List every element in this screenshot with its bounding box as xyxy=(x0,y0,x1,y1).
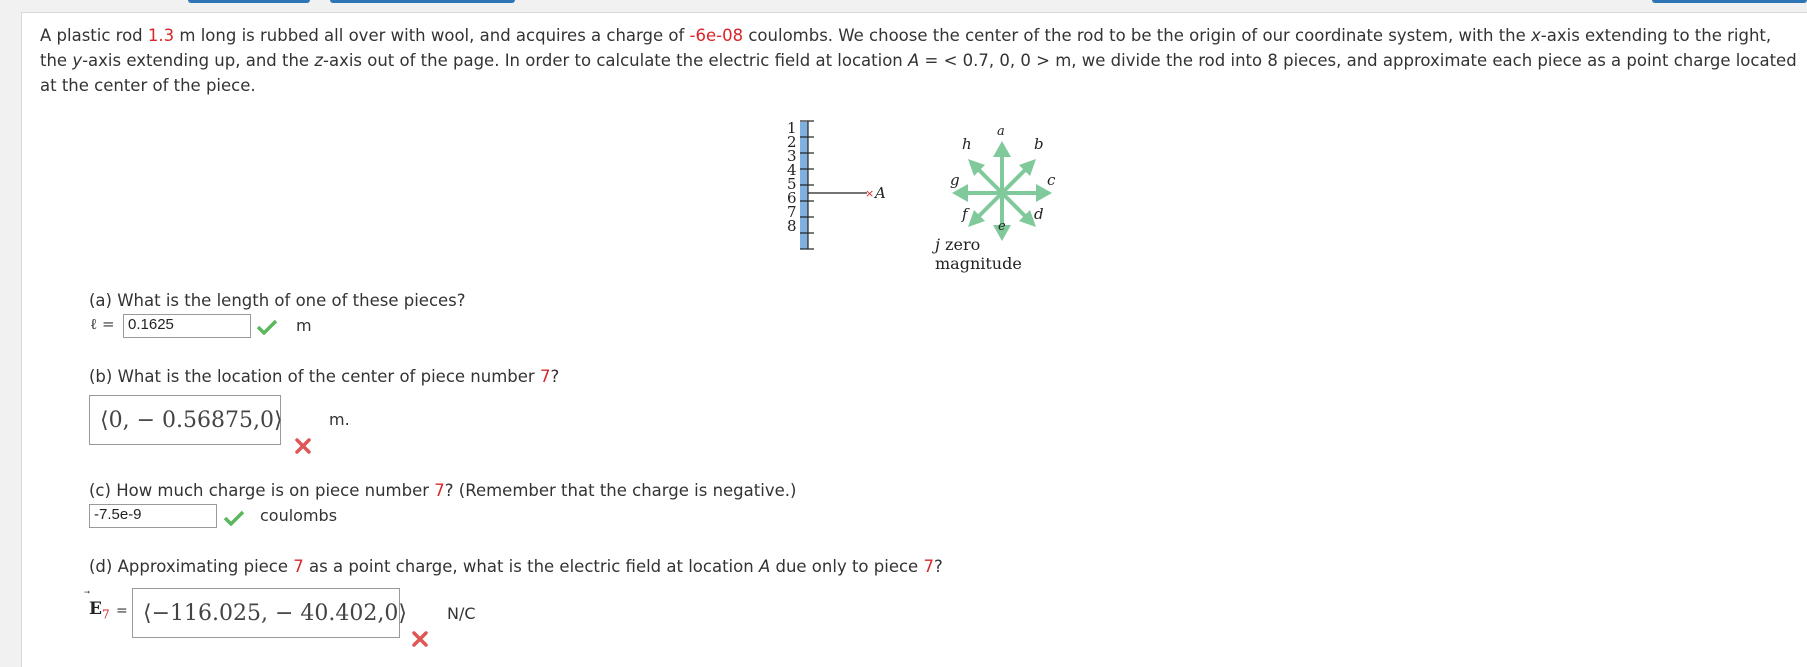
piece-label-8: 8 xyxy=(787,217,797,235)
direction-label-e: e xyxy=(998,219,1006,234)
location-A-label: A xyxy=(875,184,886,202)
unit-a: m xyxy=(296,316,312,335)
piece-label-2: 2 xyxy=(787,133,797,151)
top-nav-button-left[interactable] xyxy=(188,0,310,3)
piece-label-5: 5 xyxy=(787,175,797,193)
rod-diagram xyxy=(22,13,902,273)
piece-label-4: 4 xyxy=(787,161,797,179)
piece-label-6: 6 xyxy=(787,189,797,207)
location-marker: × xyxy=(865,187,875,200)
direction-label-g: g xyxy=(950,171,960,189)
direction-label-b: b xyxy=(1034,135,1044,153)
piece-label-7: 7 xyxy=(787,203,797,221)
equals-sign: = xyxy=(116,603,128,619)
piece-label-1: 1 xyxy=(787,119,797,137)
x-icon-b xyxy=(294,437,312,455)
answer-a-input[interactable]: 0.1625 xyxy=(123,314,251,338)
question-d: (d) Approximating piece 7 as a point charge, what is the electric field at location A due only to piece 7? xyxy=(89,557,943,576)
direction-label-a: a xyxy=(997,124,1005,139)
question-a: (a) What is the length of one of these pieces? xyxy=(89,291,466,310)
answer-b-input[interactable]: ⟨0, − 0.56875,0⟩ xyxy=(89,395,281,445)
direction-label-d: d xyxy=(1034,205,1044,223)
top-nav-button-right[interactable] xyxy=(1652,0,1807,3)
question-c: (c) How much charge is on piece number 7? (Remember that the charge is negative.) xyxy=(89,481,797,500)
top-nav-button-middle[interactable] xyxy=(330,0,515,3)
problem-statement: A plastic rod 1.3 m long is rubbed all over with wool, and acquires a charge of -6e-08 coulombs. We choose the center of the rod to be the origin of our coordinate system, with the x-axis extending to the right, the y-axis extending up, and the z-axis out of the page. In order to calculate the electric field at location A = < 0.7, 0, 0 > m, we divide the rod into 8 pieces, and approximate each piece as a point charge located at the center of the piece. xyxy=(40,26,1797,95)
rod-length-value: 1.3 xyxy=(147,26,175,45)
unit-d: N/C xyxy=(447,604,476,623)
unit-b: m. xyxy=(329,410,350,429)
answer-c-input[interactable]: -7.5e-9 xyxy=(89,504,217,528)
x-icon-d xyxy=(411,630,429,648)
electric-field-symbol: $E_7$ xyxy=(89,599,110,622)
piece-label-3: 3 xyxy=(787,147,797,165)
unit-c: coulombs xyxy=(260,506,338,525)
question-b: (b) What is the location of the center of piece number 7? xyxy=(89,367,560,386)
direction-label-h: h xyxy=(962,135,972,153)
symbol-ell: ℓ = xyxy=(90,315,115,333)
problem-panel xyxy=(21,12,1807,667)
check-icon-c xyxy=(223,510,245,526)
check-icon-a xyxy=(256,319,278,335)
direction-label-f: f xyxy=(962,205,968,223)
direction-label-c: c xyxy=(1047,171,1056,189)
zero-magnitude-label: j zero magnitude xyxy=(935,235,1022,273)
charge-value: -6e-08 xyxy=(689,26,744,45)
answer-d-input[interactable]: ⟨−116.025, − 40.402,0⟩ xyxy=(132,588,400,638)
